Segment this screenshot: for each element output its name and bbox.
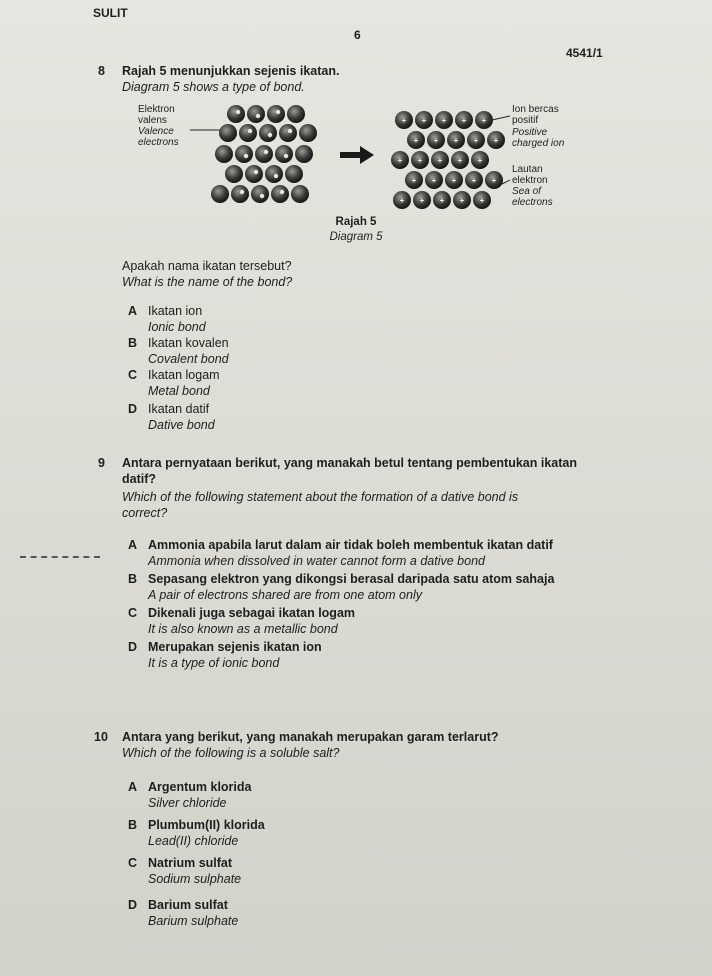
metallic-bond-diagram (190, 100, 510, 212)
q8-option-d-letter: D (128, 402, 138, 416)
svg-text:+: + (477, 156, 483, 165)
svg-text:+: + (473, 136, 479, 145)
svg-text:+: + (437, 156, 443, 165)
diagram-label-ion-malay-1: Ion bercas (512, 104, 559, 115)
diagram-label-sea-malay-1: Lautan (512, 164, 543, 175)
q10-option-b-letter: B (128, 818, 138, 832)
diagram-caption-en: Diagram 5 (329, 231, 383, 243)
q10-option-a-letter: A (128, 780, 138, 794)
svg-text:+: + (451, 176, 457, 185)
q10-option-a-malay: Argentum klorida (148, 780, 252, 794)
paper-code: 4541/1 (566, 46, 603, 60)
q10-option-b-malay: Plumbum(II) klorida (148, 818, 265, 832)
page-number: 6 (354, 28, 361, 42)
q10-option-c-malay: Natrium sulfat (148, 856, 233, 870)
diagram-label-valence-en-1: Valence (138, 126, 174, 137)
q9-option-c-en: It is also known as a metallic bond (148, 622, 338, 636)
transform-arrow (340, 146, 374, 164)
q9-option-b-letter: B (128, 572, 138, 586)
svg-text:+: + (461, 116, 467, 125)
q8-option-c-en: Metal bond (148, 384, 210, 398)
svg-text:+: + (439, 196, 445, 205)
ion-lattice-right (391, 111, 505, 209)
q9-stem-en-1: Which of the following statement about the formation of a dative bond is (122, 490, 519, 504)
q8-option-d-en: Dative bond (148, 418, 215, 432)
q9-option-d-en: It is a type of ionic bond (148, 656, 280, 670)
q9-option-c-letter: C (128, 606, 138, 620)
svg-text:+: + (493, 136, 499, 145)
svg-text:+: + (479, 196, 485, 205)
q10-option-c-letter: C (128, 856, 138, 870)
diagram-label-ion-malay-2: positif (512, 115, 539, 126)
q9-stem-en-2: correct? (122, 506, 168, 520)
q10-stem-en: Which of the following is a soluble salt? (122, 746, 340, 760)
q8-question-en: What is the name of the bond? (122, 275, 293, 289)
q9-option-c-malay: Dikenali juga sebagai ikatan logam (148, 606, 356, 620)
svg-text:+: + (419, 196, 425, 205)
svg-text:+: + (399, 196, 405, 205)
dashed-divider (20, 556, 100, 558)
q9-stem-malay-1: Antara pernyataan berikut, yang manakah betul tentang pembentukan ikatan (122, 456, 577, 470)
diagram-label-valence-malay-2: valens (138, 115, 167, 126)
q10-stem-malay: Antara yang berikut, yang manakah merupakan garam terlarut? (122, 730, 499, 744)
q8-option-d-malay: Ikatan datif (148, 402, 210, 416)
q8-option-c-malay: Ikatan logam (148, 368, 220, 382)
confidential-label: SULIT (93, 6, 128, 20)
q10-number: 10 (94, 730, 108, 744)
q9-option-b-malay: Sepasang elektron yang dikongsi berasal daripada satu atom sahaja (148, 572, 555, 586)
q9-option-b-en: A pair of electrons shared are from one atom only (148, 588, 422, 602)
q8-option-a-malay: Ikatan ion (148, 304, 203, 318)
diagram-label-sea-malay-2: elektron (512, 175, 548, 186)
q8-question-malay: Apakah nama ikatan tersebut? (122, 259, 292, 273)
q9-option-a-malay: Ammonia apabila larut dalam air tidak boleh membentuk ikatan datif (148, 538, 553, 552)
diagram-label-ion-en-1: Positive (512, 127, 548, 138)
svg-text:+: + (433, 136, 439, 145)
svg-text:+: + (457, 156, 463, 165)
diagram-label-valence-malay-1: Elektron (138, 104, 175, 115)
q9-number: 9 (98, 456, 105, 470)
q8-option-a-letter: A (128, 304, 138, 318)
svg-text:+: + (481, 116, 487, 125)
q9-option-a-letter: A (128, 538, 138, 552)
q8-number: 8 (98, 64, 105, 78)
svg-text:+: + (411, 176, 417, 185)
q9-stem-malay-2: datif? (122, 472, 157, 486)
q8-stem-en: Diagram 5 shows a type of bond. (122, 80, 305, 94)
q8-option-b-en: Covalent bond (148, 352, 229, 366)
diagram-label-sea-en-2: electrons (512, 197, 553, 208)
svg-text:+: + (453, 136, 459, 145)
svg-text:+: + (431, 176, 437, 185)
q9-option-d-letter: D (128, 640, 138, 654)
svg-text:+: + (459, 196, 465, 205)
q8-option-b-letter: B (128, 336, 138, 350)
q10-option-d-en: Barium sulphate (148, 914, 239, 928)
svg-text:+: + (413, 136, 419, 145)
q8-stem-malay: Rajah 5 menunjukkan sejenis ikatan. (122, 64, 340, 78)
diagram-label-sea-en-1: Sea of (512, 186, 541, 197)
svg-text:+: + (421, 116, 427, 125)
q8-option-c-letter: C (128, 368, 138, 382)
svg-text:+: + (441, 116, 447, 125)
atom-lattice-left (211, 105, 317, 203)
q10-option-a-en: Silver chloride (148, 796, 227, 810)
q10-option-b-en: Lead(II) chloride (148, 834, 239, 848)
svg-text:+: + (471, 176, 477, 185)
diagram-caption-malay: Rajah 5 (335, 216, 377, 228)
q10-option-d-malay: Barium sulfat (148, 898, 228, 912)
diagram-label-ion-en-2: charged ion (512, 138, 565, 149)
diagram-label-valence-en-2: electrons (138, 137, 179, 148)
q8-option-b-malay: Ikatan kovalen (148, 336, 229, 350)
q9-option-a-en: Ammonia when dissolved in water cannot form a dative bond (148, 554, 485, 568)
svg-text:+: + (397, 156, 403, 165)
svg-text:+: + (491, 176, 497, 185)
svg-text:+: + (401, 116, 407, 125)
q10-option-c-en: Sodium sulphate (148, 872, 242, 886)
q10-option-d-letter: D (128, 898, 138, 912)
svg-text:+: + (417, 156, 423, 165)
q8-option-a-en: Ionic bond (148, 320, 206, 334)
q9-option-d-malay: Merupakan sejenis ikatan ion (148, 640, 322, 654)
